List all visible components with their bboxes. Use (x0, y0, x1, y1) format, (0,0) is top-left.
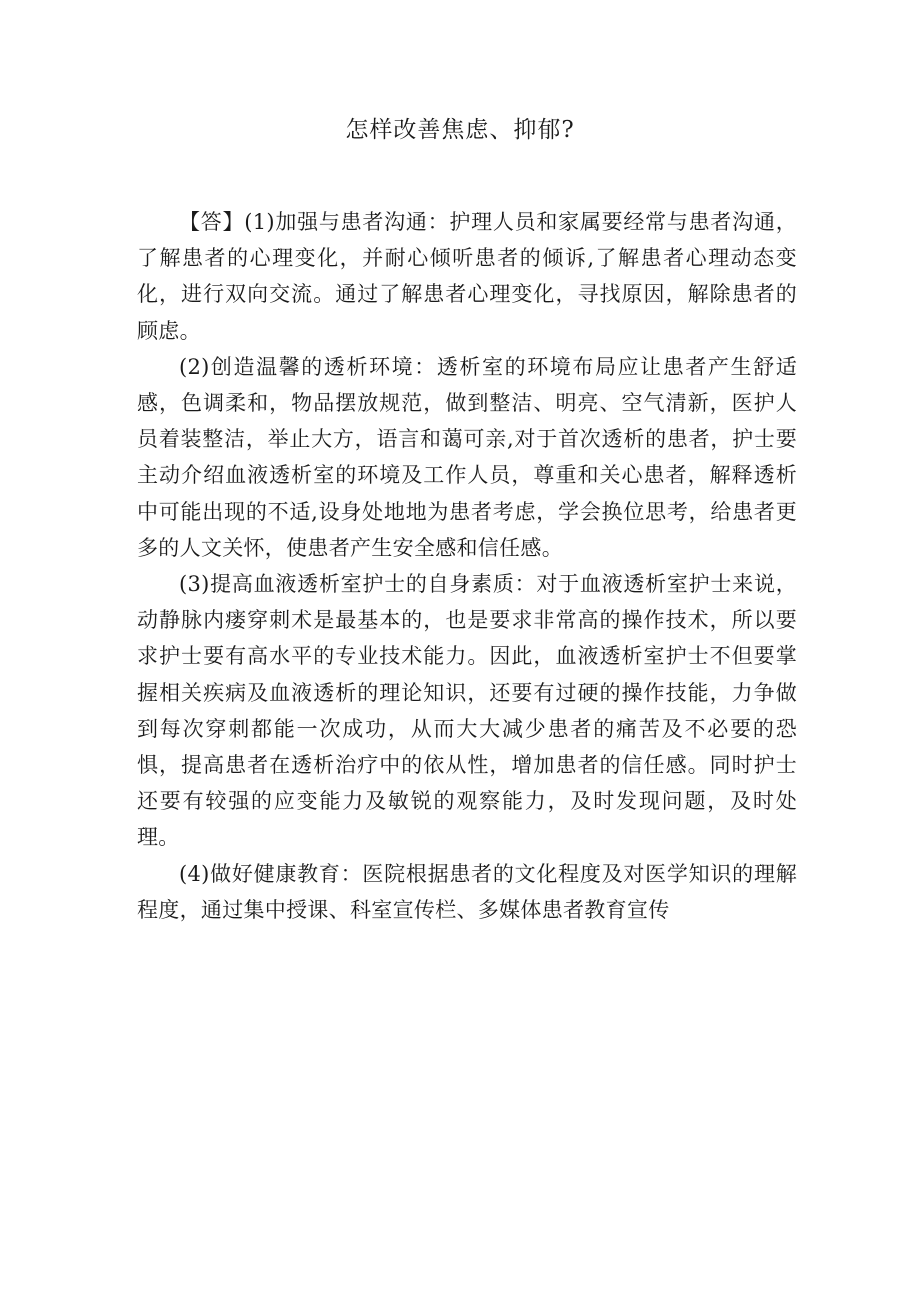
document-title: 怎样改善焦虑、抑郁? (345, 117, 575, 143)
paragraph-4: (4)做好健康教育：医院根据患者的文化程度及对医学知识的理解程度，通过集中授课、科室宣传栏、多媒体患者教育宣传 (137, 861, 797, 922)
paragraph-1: 【答】(1)加强与患者沟通：护理人员和家属要经常与患者沟通，了解患者的心理变化，并耐心倾听患者的倾诉,了解患者心理动态变化，进行双向交流。通过了解患者心理变化，寻找原因，解除患者的顾虑。 (137, 210, 797, 343)
paragraph-2: (2)创造温馨的透析环境：透析室的环境布局应让患者产生舒适感，色调柔和，物品摆放规范，做到整洁、明亮、空气清新，医护人员着装整洁，举止大方，语言和蔼可亲,对于首次透析的患者，护士要主动介绍血液透析室的环境及工作人员，尊重和关心患者，解释透析中可能出现的不适,设身处地地为患者考虑，学会换位思考，给患者更多的人文关怀，使患者产生安全感和信任感。 (137, 354, 797, 560)
document-body (137, 204, 797, 928)
paragraph-3: (3)提高血液透析室护士的自身素质：对于血液透析室护士来说，动静脉内瘘穿刺术是最基本的，也是要求非常高的操作技术，所以要求护士要有高水平的专业技术能力。因此，血液透析室护士不但要掌握相关疾病及血液透析的理论知识，还要有过硬的操作技能，力争做到每次穿刺都能一次成功，从而大大减少患者的痛苦及不必要的恐惧，提高患者在透析治疗中的依从性，增加患者的信任感。同时护士还要有较强的应变能力及敏锐的观察能力，及时发现问题，及时处理。 (137, 572, 797, 850)
